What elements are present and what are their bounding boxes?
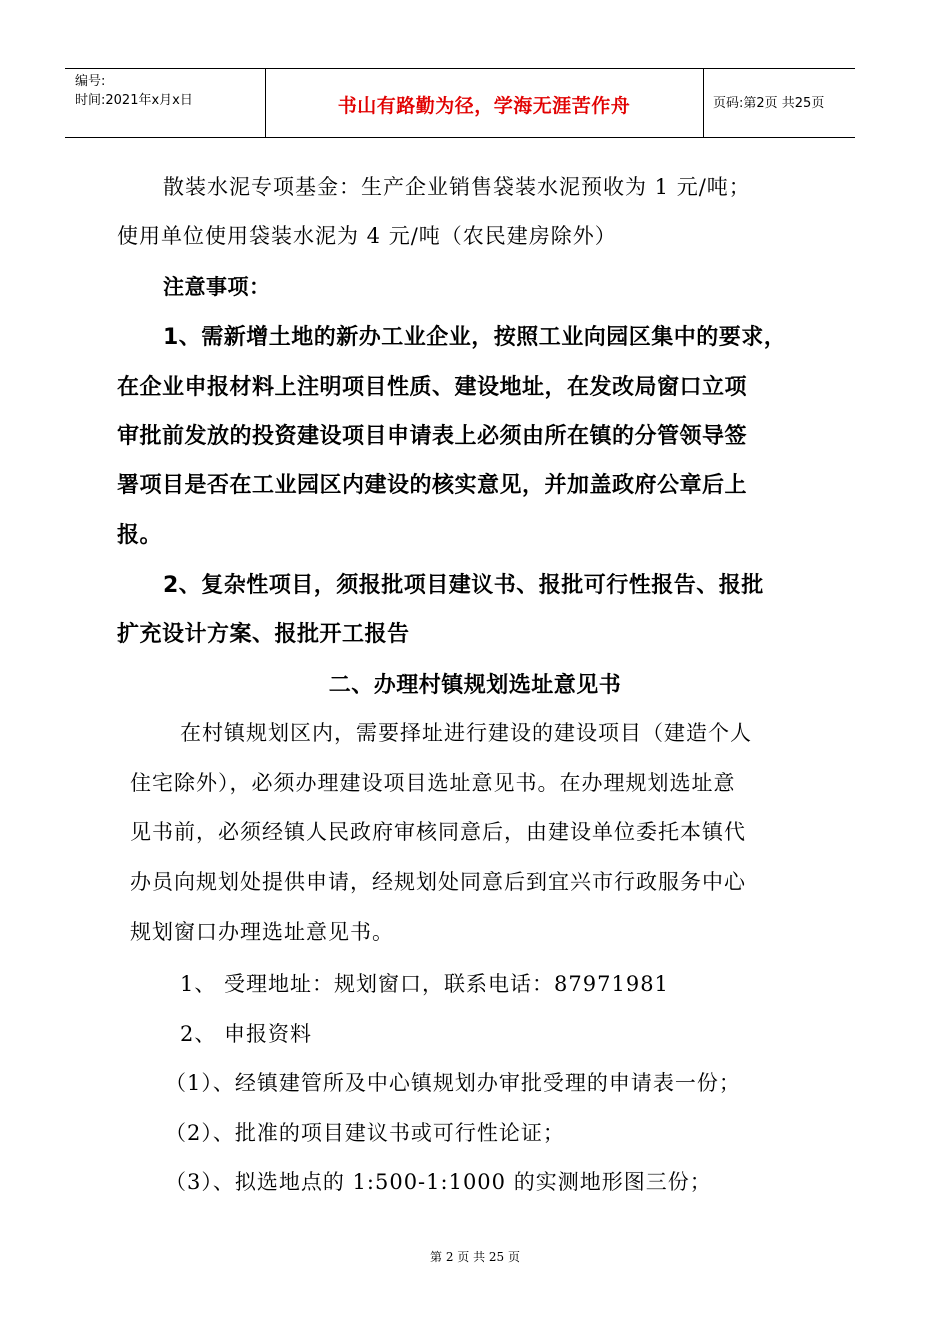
header-meta-cell	[65, 69, 266, 137]
document-time-label: 时间:2021年x月x日	[75, 93, 193, 108]
body-line: （1）、经镇建管所及中心镇规划办审批受理的申请表一份；	[165, 1071, 741, 1095]
body-line: 署项目是否在工业园区内建设的核实意见，并加盖政府公章后上	[117, 473, 748, 498]
body-line: 扩充设计方案、报批开工报告	[117, 622, 410, 647]
body-line: 审批前发放的投资建设项目申请表上必须由所在镇的分管领导签	[117, 424, 748, 449]
body-line: 办员向规划处提供申请，经规划处同意后到宜兴市行政服务中心	[130, 870, 746, 894]
body-line: 散装水泥专项基金：生产企业销售袋装水泥预收为 1 元/吨；	[163, 175, 751, 199]
body-line: 使用单位使用袋装水泥为 4 元/吨（农民建房除外）	[117, 224, 617, 248]
header-motto: 书山有路勤为径，学海无涯苦作舟	[337, 95, 631, 117]
header-page-cell	[703, 69, 855, 137]
header-motto-cell	[265, 69, 704, 137]
document-number-label: 编号:	[75, 74, 106, 89]
header-page-code: 页码:第2页 共25页	[713, 96, 825, 111]
document-header	[65, 68, 855, 138]
body-line: 在企业申报材料上注明项目性质、建设地址，在发改局窗口立项	[117, 375, 748, 400]
body-line: 1、 受理地址：规划窗口，联系电话：87971981	[180, 972, 669, 996]
body-line: 规划窗口办理选址意见书。	[130, 920, 394, 944]
body-line: （3）、拟选地点的 1:500-1:1000 的实测地形图三份；	[165, 1170, 712, 1194]
body-line: 2、 申报资料	[180, 1022, 313, 1046]
body-line: 住宅除外），必须办理建设项目选址意见书。在办理规划选址意	[130, 771, 736, 795]
body-line: 1、需新增土地的新办工业企业，按照工业向园区集中的要求，	[163, 325, 787, 350]
body-line: 报。	[117, 523, 163, 548]
body-line: 在村镇规划区内，需要择址进行建设的建设项目（建造个人	[180, 721, 752, 745]
body-line: （2）、批准的项目建议书或可行性论证；	[165, 1121, 565, 1145]
body-line: 2、复杂性项目，须报批项目建议书、报批可行性报告、报批	[163, 573, 764, 598]
notes-heading: 注意事项：	[163, 275, 271, 299]
page-footer: 第 2 页 共 25 页	[430, 1250, 520, 1264]
section-heading: 二、办理村镇规划选址意见书	[328, 673, 622, 698]
body-line: 见书前，必须经镇人民政府审核同意后，由建设单位委托本镇代	[130, 820, 746, 844]
